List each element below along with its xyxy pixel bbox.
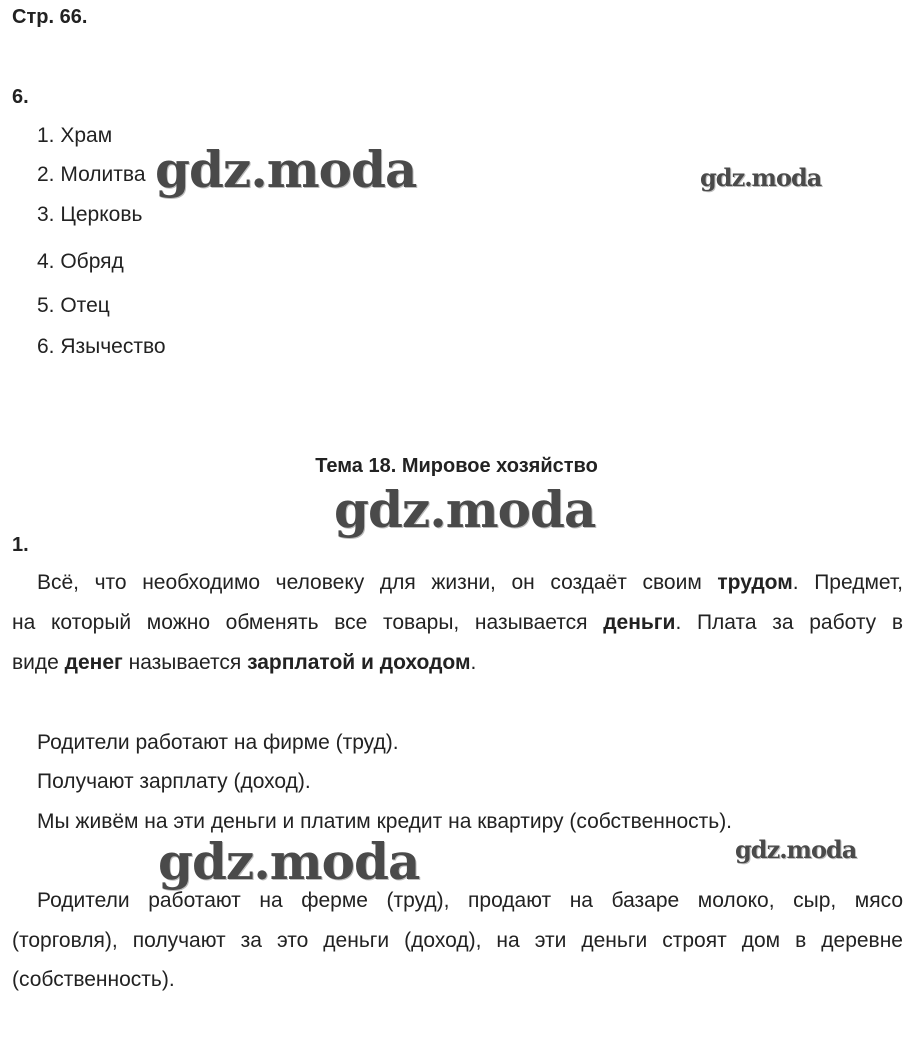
watermark-logo: gdz.moda xyxy=(155,140,417,199)
text-span: называется xyxy=(122,651,248,674)
page-label: Стр. 66. xyxy=(12,6,88,28)
text-span: Всё, что необходимо человеку для жизни, он создаёт своим xyxy=(37,571,718,594)
bold-term: зарплатой и доходом xyxy=(247,651,471,674)
watermark-logo: gdz.moda xyxy=(735,835,857,864)
text-span: . Предмет, xyxy=(792,571,903,594)
watermark-logo: gdz.moda xyxy=(700,163,822,192)
paragraph-line xyxy=(12,651,476,675)
watermark-logo: gdz.moda xyxy=(334,480,596,539)
text-span: на который можно обменять все товары, называется xyxy=(12,611,604,634)
topic-title: Тема 18. Мировое хозяйство xyxy=(315,455,598,477)
paragraph-line xyxy=(12,571,903,595)
text-span: . xyxy=(470,651,477,674)
example-line: Получают зарплату (доход). xyxy=(37,770,311,793)
list-item: 3. Церковь xyxy=(37,203,143,226)
bold-term: деньги xyxy=(603,611,676,634)
task-6-number: 6. xyxy=(12,86,29,108)
list-item: 5. Отец xyxy=(37,294,110,317)
example-line xyxy=(12,889,903,913)
list-item: 6. Язычество xyxy=(37,335,166,358)
task-1-number: 1. xyxy=(12,534,29,556)
text-span: виде xyxy=(12,651,65,674)
list-item: 2. Молитва xyxy=(37,163,146,186)
bold-term: денег xyxy=(64,651,123,674)
example-line: Мы живём на эти деньги и платим кредит на квартиру (собственность). xyxy=(37,810,733,833)
list-item: 1. Храм xyxy=(37,124,113,147)
example-line: (собственность). xyxy=(12,968,175,991)
text-span: Родители работают на ферме (труд), продают на базаре молоко, сыр, мясо xyxy=(37,889,903,912)
bold-term: трудом xyxy=(717,571,793,594)
example-line: (торговля), получают за это деньги (доход), на эти деньги строят дом в деревне xyxy=(12,929,903,952)
example-line: Родители работают на фирме (труд). xyxy=(37,731,399,754)
paragraph-line xyxy=(12,611,903,635)
watermark-logo: gdz.moda xyxy=(158,832,420,891)
text-span: . Плата за работу в xyxy=(675,611,903,634)
list-item: 4. Обряд xyxy=(37,250,124,273)
